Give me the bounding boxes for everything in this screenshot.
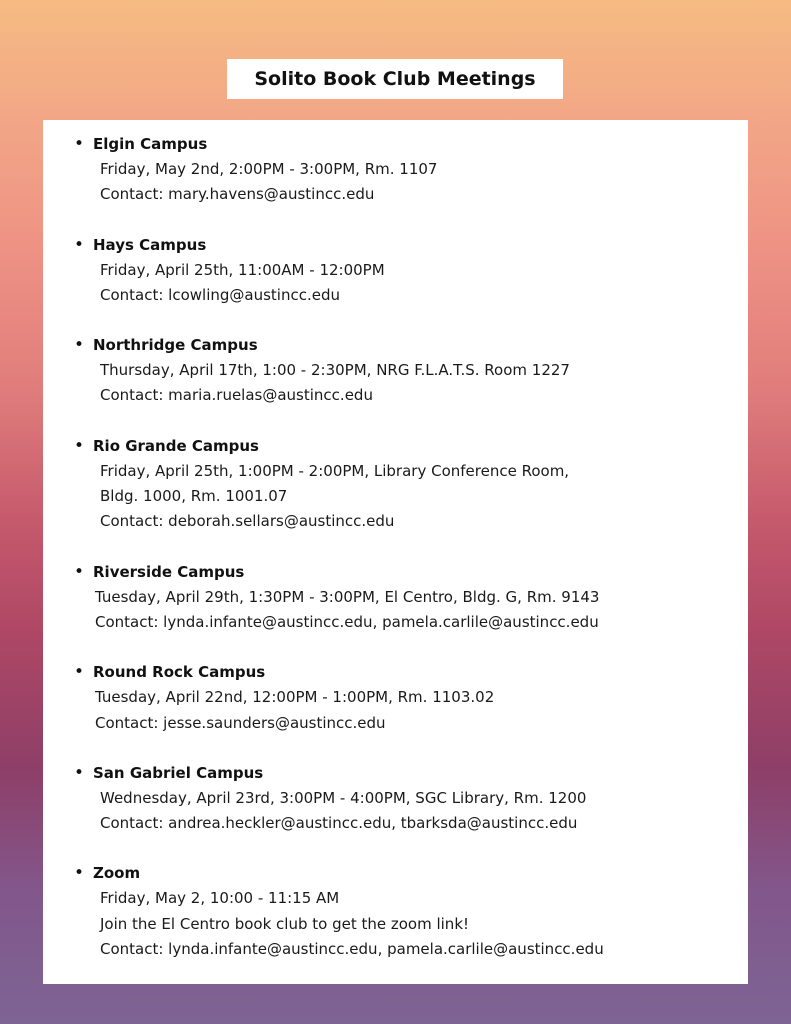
meeting-details: Thursday, April 17th, 1:00 - 2:30PM, NRG F.L.A.T.S. Room 1227 bbox=[100, 361, 570, 380]
bullet-icon: • bbox=[74, 561, 85, 582]
meeting-item-san-gabriel bbox=[43, 761, 748, 837]
bullet-icon: • bbox=[74, 134, 85, 154]
campus-name: Elgin Campus bbox=[93, 135, 208, 153]
campus-name: Zoom bbox=[93, 864, 141, 883]
meeting-contact: Contact: maria.ruelas@austincc.edu bbox=[100, 386, 373, 405]
meeting-note: Join the El Centro book club to get the zoom link! bbox=[100, 914, 470, 933]
meetings-list bbox=[43, 132, 748, 987]
bullet-icon: • bbox=[74, 863, 85, 884]
title-box bbox=[227, 59, 563, 99]
meeting-details: Friday, April 25th, 1:00PM - 2:00PM, Library Conference Room, bbox=[100, 461, 570, 480]
bullet-icon: • bbox=[74, 662, 85, 683]
campus-name: Rio Grande Campus bbox=[93, 436, 259, 455]
bullet-icon: • bbox=[74, 762, 85, 783]
meeting-details: Tuesday, April 29th, 1:30PM - 3:00PM, El Centro, Bldg. G, Rm. 9143 bbox=[95, 587, 600, 606]
meeting-contact: Contact: andrea.heckler@austincc.edu, tbarksda@austincc.edu bbox=[100, 814, 578, 833]
meeting-item-northridge bbox=[43, 333, 748, 409]
meeting-details: Friday, May 2, 10:00 - 11:15 AM bbox=[100, 889, 340, 908]
meeting-details-continued: Bldg. 1000, Rm. 1001.07 bbox=[100, 487, 288, 506]
campus-name: Riverside Campus bbox=[93, 562, 245, 581]
meeting-item-riverside bbox=[43, 560, 748, 636]
meeting-contact: Contact: lynda.infante@austincc.edu, pamela.carlile@austincc.edu bbox=[100, 940, 604, 959]
meeting-details: Friday, May 2nd, 2:00PM - 3:00PM, Rm. 1107 bbox=[100, 160, 438, 178]
meeting-item-hays bbox=[43, 233, 748, 309]
bullet-icon: • bbox=[74, 335, 85, 356]
campus-name: Round Rock Campus bbox=[93, 663, 266, 682]
campus-name: Northridge Campus bbox=[93, 336, 258, 355]
meetings-card bbox=[43, 120, 748, 984]
meeting-details: Friday, April 25th, 11:00AM - 12:00PM bbox=[100, 260, 385, 279]
meeting-item-elgin bbox=[43, 132, 748, 208]
meeting-contact: Contact: deborah.sellars@austincc.edu bbox=[100, 512, 395, 531]
bullet-icon: • bbox=[74, 435, 85, 456]
meeting-contact: Contact: lcowling@austincc.edu bbox=[100, 285, 340, 304]
meeting-item-zoom bbox=[43, 861, 748, 962]
meeting-details: Wednesday, April 23rd, 3:00PM - 4:00PM, SGC Library, Rm. 1200 bbox=[100, 788, 587, 807]
meeting-contact: Contact: lynda.infante@austincc.edu, pamela.carlile@austincc.edu bbox=[95, 612, 599, 631]
meeting-contact: Contact: mary.havens@austincc.edu bbox=[100, 185, 375, 204]
campus-name: Hays Campus bbox=[93, 235, 207, 254]
campus-name: San Gabriel Campus bbox=[93, 763, 264, 782]
meeting-contact: Contact: jesse.saunders@austincc.edu bbox=[95, 713, 386, 732]
meeting-item-rio-grande bbox=[43, 434, 748, 535]
meeting-item-round-rock bbox=[43, 660, 748, 736]
meeting-details: Tuesday, April 22nd, 12:00PM - 1:00PM, Rm. 1103.02 bbox=[95, 688, 495, 707]
bullet-icon: • bbox=[74, 234, 85, 255]
page-title: Solito Book Club Meetings bbox=[254, 68, 536, 90]
